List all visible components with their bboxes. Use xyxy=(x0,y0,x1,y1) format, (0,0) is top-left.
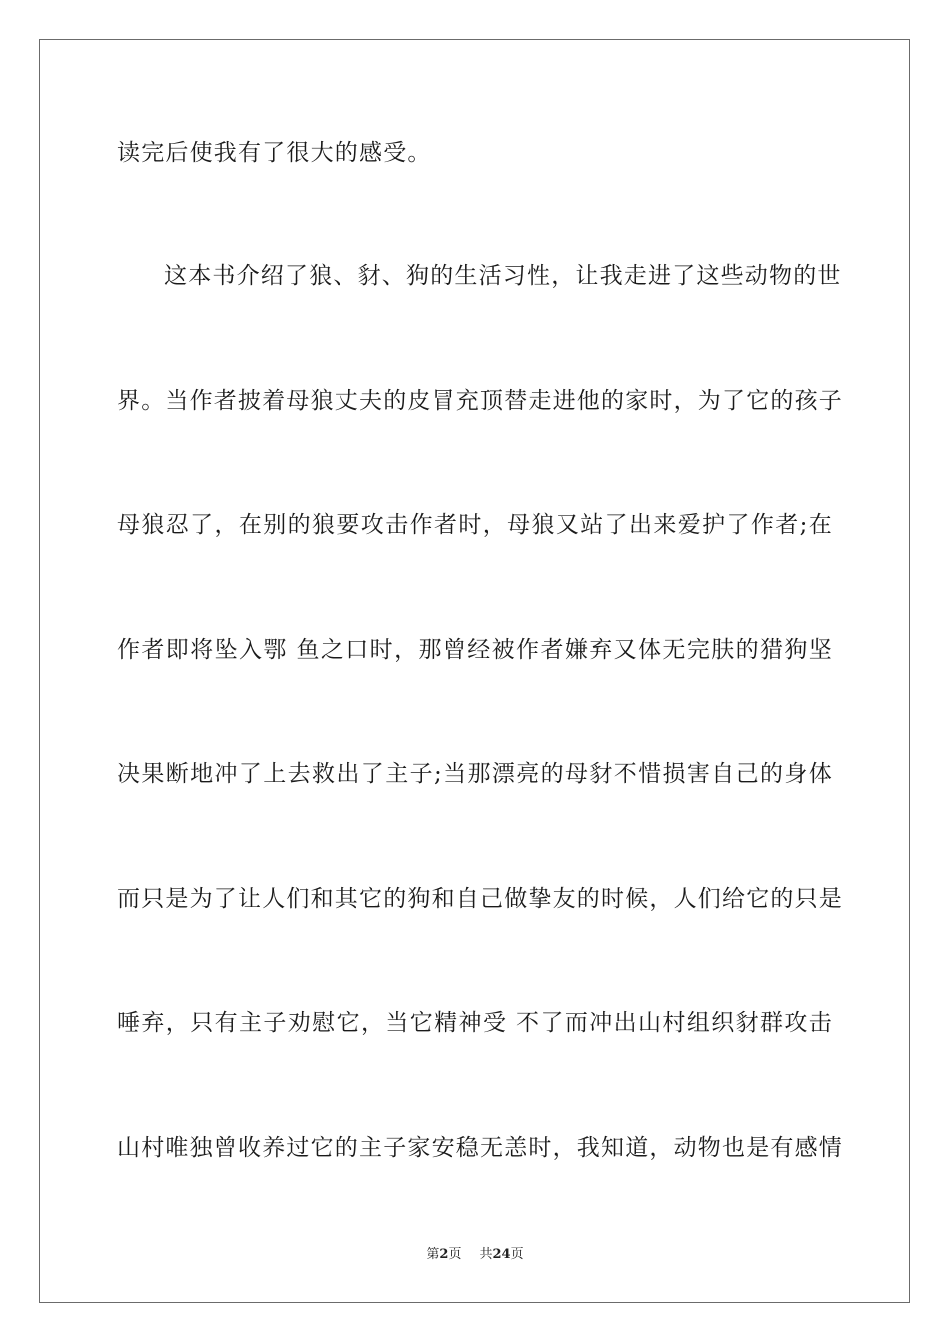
paragraph-line-4: 母狼忍了，在别的狼要攻击作者时，母狼又站了出来爱护了作者;在 xyxy=(117,512,833,538)
paragraph-line-3: 界。当作者披着母狼丈夫的皮冒充顶替走进他的家时，为了它的孩子 xyxy=(117,388,843,414)
total-pages-label: 共24页 xyxy=(479,1247,524,1262)
paragraph-line-2: 这本书介绍了狼、豺、狗的生活习性，让我走进了这些动物的世 xyxy=(164,263,842,289)
page-number-label: 第2页 xyxy=(426,1247,462,1262)
paragraph-line-1: 读完后使我有了很大的感受。 xyxy=(117,140,432,166)
paragraph-line-9: 山村唯独曾收养过它的主子家安稳无恙时，我知道，动物也是有感情 xyxy=(117,1135,843,1161)
page-footer xyxy=(0,1246,950,1264)
paragraph-line-7: 而只是为了让人们和其它的狗和自己做挚友的时候，人们给它的只是 xyxy=(117,886,843,912)
paragraph-line-5: 作者即将坠入鄂 鱼之口时，那曾经被作者嫌弃又体无完肤的猎狗坚 xyxy=(117,637,833,663)
paragraph-line-6: 决果断地冲了上去救出了主子;当那漂亮的母豺不惜损害自己的身体 xyxy=(117,761,833,787)
page-border xyxy=(39,39,910,1303)
paragraph-line-8: 唾弃，只有主子劝慰它，当它精神受 不了而冲出山村组织豺群攻击 xyxy=(117,1010,833,1036)
